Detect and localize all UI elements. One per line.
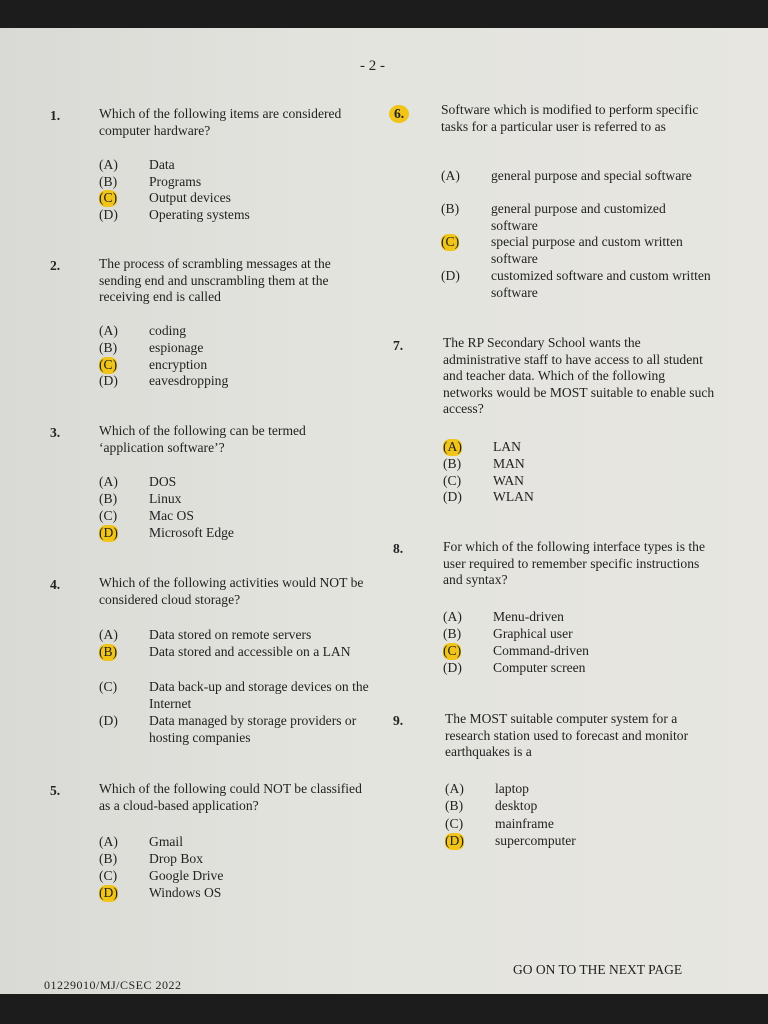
q7-option-d: (D) WLAN bbox=[443, 489, 534, 504]
q5-option-a: (A) Gmail bbox=[99, 834, 183, 849]
q1-option-a: (A) Data bbox=[99, 157, 175, 172]
question-9-stem: The MOST suitable computer system for a research station used to forecast and monitor earthquakes is a bbox=[445, 711, 689, 759]
question-8-number: 8. bbox=[393, 541, 404, 556]
q5-option-b: (B) Drop Box bbox=[99, 851, 203, 866]
q9-option-a: (A) laptop bbox=[445, 781, 529, 796]
question-6-number: 6. bbox=[389, 105, 409, 123]
question-2-number: 2. bbox=[50, 258, 61, 273]
question-6-stem: Software which is modified to perform specific tasks for a particular user is referred to as bbox=[441, 102, 699, 134]
q6-option-c: (C) special purpose and custom written software bbox=[441, 234, 683, 266]
q4-option-b: (B) Data stored and accessible on a LAN bbox=[99, 644, 351, 659]
q7-option-b: (B) MAN bbox=[443, 456, 525, 471]
q7-option-a: (A) LAN bbox=[443, 439, 521, 454]
q9-option-b: (B) desktop bbox=[445, 798, 538, 813]
q7-option-c: (C) WAN bbox=[443, 473, 524, 488]
q9-option-d: (D) supercomputer bbox=[445, 833, 576, 848]
q8-option-b: (B) Graphical user bbox=[443, 626, 573, 641]
q8-option-d: (D) Computer screen bbox=[443, 660, 586, 675]
q1-option-d: (D) Operating systems bbox=[99, 207, 250, 222]
q2-option-d: (D) eavesdropping bbox=[99, 373, 229, 388]
q8-option-c: (C) Command-driven bbox=[443, 643, 589, 658]
q3-option-a: (A) DOS bbox=[99, 474, 177, 489]
q2-option-c: (C) encryption bbox=[99, 357, 208, 372]
next-page-note: GO ON TO THE NEXT PAGE bbox=[513, 962, 683, 977]
q1-option-b: (B) Programs bbox=[99, 174, 202, 189]
q8-option-a: (A) Menu-driven bbox=[443, 609, 564, 624]
question-7-number: 7. bbox=[393, 338, 404, 353]
question-5-stem: Which of the following could NOT be classified as a cloud-based application? bbox=[99, 781, 362, 813]
question-8-stem: For which of the following interface types is the user required to remember specific instructions and syntax? bbox=[443, 539, 705, 587]
question-9-number: 9. bbox=[393, 713, 404, 728]
question-1-stem: Which of the following items are considered computer hardware? bbox=[99, 106, 342, 138]
question-4-stem: Which of the following activities would NOT be considered cloud storage? bbox=[99, 575, 364, 607]
q9-option-c: (C) mainframe bbox=[445, 816, 554, 831]
q3-option-c: (C) Mac OS bbox=[99, 508, 194, 523]
q2-option-a: (A) coding bbox=[99, 323, 186, 338]
q6-option-b: (B) general purpose and customized software bbox=[441, 201, 666, 233]
question-2-stem: The process of scrambling messages at the sending end and unscrambling them at the receiving end is called bbox=[99, 256, 331, 304]
page-number: - 2 - bbox=[360, 58, 385, 74]
q2-option-b: (B) espionage bbox=[99, 340, 204, 355]
exam-page bbox=[0, 28, 768, 994]
q4-option-d: (D) Data managed by storage providers or hosting companies bbox=[99, 713, 357, 745]
q4-option-c: (C) Data back-up and storage devices on the Internet bbox=[99, 679, 369, 711]
q3-option-d: (D) Microsoft Edge bbox=[99, 525, 234, 540]
paper-code: 01229010/MJ/CSEC 2022 bbox=[44, 978, 182, 992]
q5-option-c: (C) Google Drive bbox=[99, 868, 224, 883]
q6-option-d: (D) customized software and custom written software bbox=[441, 268, 711, 300]
question-1-number: 1. bbox=[50, 108, 61, 123]
q5-option-d: (D) Windows OS bbox=[99, 885, 222, 900]
question-7-stem: The RP Secondary School wants the administrative staff to have access to all student and teacher data. Which of the following networks would be MOST suitable to enable such access? bbox=[443, 335, 715, 416]
question-4-number: 4. bbox=[50, 577, 61, 592]
q4-option-a: (A) Data stored on remote servers bbox=[99, 627, 312, 642]
q3-option-b: (B) Linux bbox=[99, 491, 182, 506]
question-3-stem: Which of the following can be termed ‘application software’? bbox=[99, 423, 306, 455]
q6-option-a: (A) general purpose and special software bbox=[441, 168, 692, 183]
q1-option-c: (C) Output devices bbox=[99, 190, 231, 205]
question-5-number: 5. bbox=[50, 783, 61, 798]
question-3-number: 3. bbox=[50, 425, 61, 440]
